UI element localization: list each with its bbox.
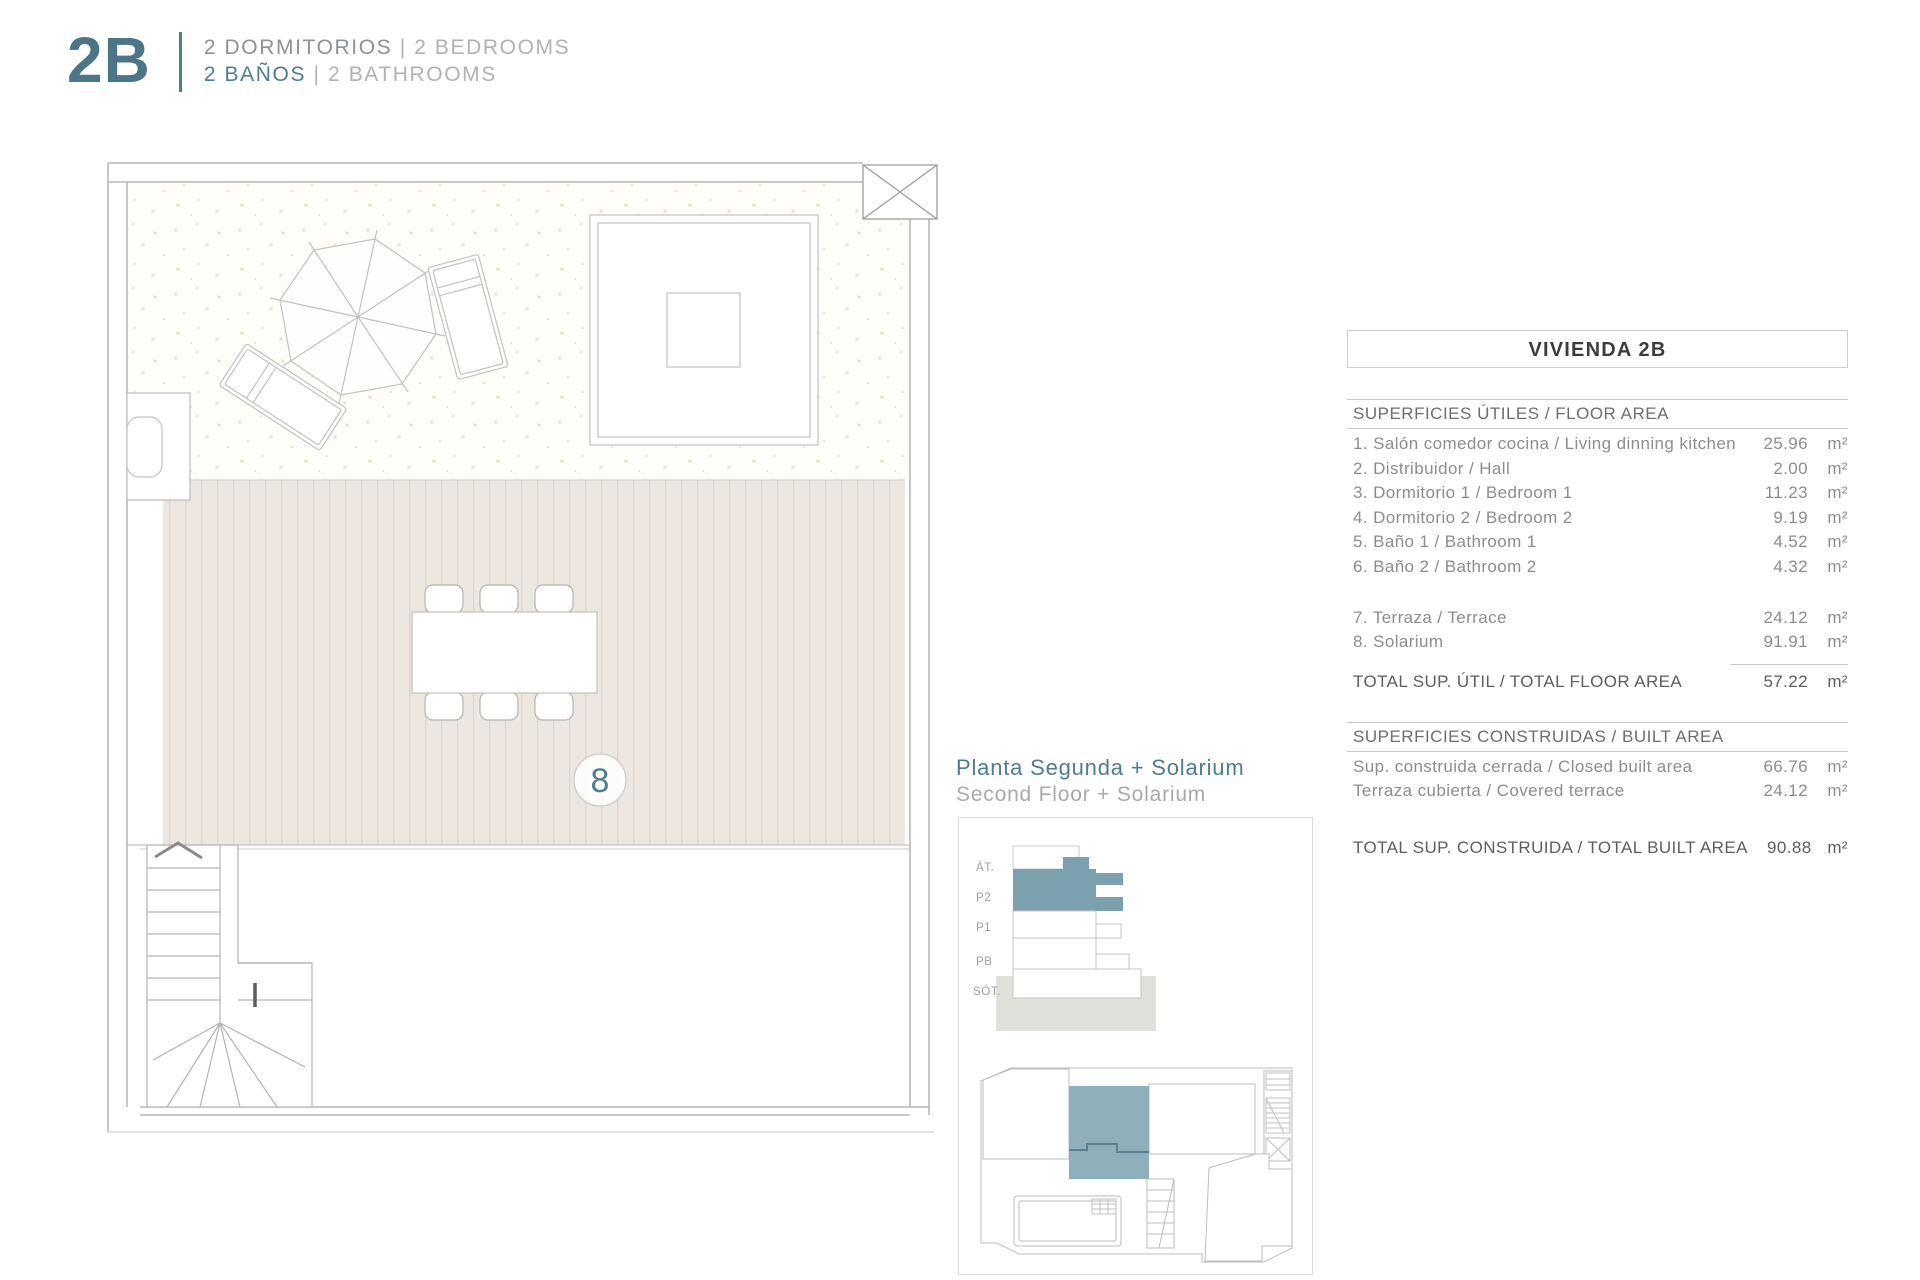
table-row (1347, 457, 1848, 482)
table-row (1347, 606, 1848, 631)
row-value: 11.23 (1764, 483, 1808, 503)
built-area-header: SUPERFICIES CONSTRUIDAS / BUILT AREA (1347, 722, 1848, 752)
floor-area-total (1347, 669, 1848, 694)
total-value: 57.22 (1763, 671, 1808, 691)
dining-set-symbol (412, 585, 597, 720)
room-number-badge (574, 754, 626, 806)
bathrooms-es: 2 BAÑOS (203, 63, 307, 86)
floor-label-p2: P2 (976, 892, 992, 904)
chair-symbol (425, 692, 463, 720)
unit-header (67, 24, 571, 96)
floor-plan (105, 155, 940, 1135)
total-label: TOTAL SUP. CONSTRUIDA / TOTAL BUILT AREA (1353, 837, 1748, 857)
unit-code: 2B (67, 24, 151, 96)
dining-table-symbol (412, 612, 597, 693)
table-row (1347, 530, 1848, 555)
stairs-symbol (147, 843, 312, 1107)
total-unit: m² (1827, 671, 1848, 691)
total-unit: m² (1827, 837, 1848, 857)
floor-label-sotano: SÓT. (973, 986, 1001, 998)
highlighted-unit (1069, 1086, 1149, 1179)
row-label: 2. Distribuidor / Hall (1353, 458, 1511, 478)
built-area-total (1347, 835, 1848, 860)
row-label: 5. Baño 1 / Bathroom 1 (1353, 532, 1537, 552)
inset-drawings (959, 818, 1312, 1274)
planter-alcove (127, 393, 190, 500)
row-value: 24.12 (1763, 781, 1808, 801)
building-section-diagram (996, 846, 1156, 1031)
row-unit: m² (1827, 632, 1848, 652)
row-unit: m² (1827, 756, 1848, 776)
table-row (1347, 755, 1848, 780)
pool-symbol (1014, 1196, 1121, 1246)
chair-symbol (535, 692, 573, 720)
site-key-plan (981, 1068, 1292, 1262)
room-number: 8 (590, 762, 610, 800)
separator: | (399, 36, 407, 59)
chair-symbol (535, 585, 573, 613)
elevator-shaft-symbol (863, 165, 937, 219)
row-label: 6. Baño 2 / Bathroom 2 (1353, 556, 1537, 576)
inset-title-en: Second Floor + Solarium (956, 783, 1207, 806)
row-value: 4.52 (1773, 532, 1808, 552)
table-row (1347, 432, 1848, 457)
floor-area-rows (1347, 429, 1848, 655)
row-label: Sup. construida cerrada / Closed built area (1353, 756, 1693, 776)
table-row (1347, 481, 1848, 506)
area-table (1347, 330, 1848, 860)
inset-title-es: Planta Segunda + Solarium (956, 755, 1245, 780)
chair-symbol (425, 585, 463, 613)
row-value: 4.32 (1773, 556, 1808, 576)
chair-symbol (480, 692, 518, 720)
floor-label-pb: PB (976, 956, 993, 968)
row-value: 66.76 (1763, 756, 1808, 776)
bathrooms-en: 2 BATHROOMS (327, 63, 497, 86)
row-label: 4. Dormitorio 2 / Bedroom 2 (1353, 507, 1573, 527)
bedrooms-en: 2 BEDROOMS (414, 36, 571, 59)
row-value: 9.19 (1773, 507, 1808, 527)
floor-plan-drawing (105, 155, 940, 1135)
row-label: 1. Salón comedor cocina / Living dinning kitchen (1353, 434, 1737, 453)
row-unit: m² (1827, 458, 1848, 478)
row-unit: m² (1827, 507, 1848, 527)
row-unit: m² (1827, 483, 1848, 503)
unit-specs (204, 28, 570, 88)
row-value: 2.00 (1773, 458, 1808, 478)
row-value: 91.91 (1763, 632, 1808, 652)
table-title: VIVIENDA 2B (1347, 330, 1848, 368)
built-area-rows (1347, 752, 1848, 804)
table-row (1347, 506, 1848, 531)
pergola-skylight (590, 215, 818, 445)
row-unit: m² (1827, 556, 1848, 576)
row-label: 7. Terraza / Terrace (1353, 607, 1507, 627)
bathrooms-line (204, 61, 570, 88)
bedrooms-es: 2 DORMITORIOS (203, 36, 393, 59)
table-row (1347, 630, 1848, 655)
chair-symbol (480, 585, 518, 613)
total-overline (1730, 664, 1848, 665)
floor-label-atico: ÁT. (976, 862, 995, 874)
table-row (1347, 779, 1848, 804)
header-divider (179, 32, 182, 92)
elevator-symbol (1266, 1138, 1290, 1161)
separator: | (313, 63, 321, 86)
table-row (1347, 555, 1848, 580)
row-value: 24.12 (1763, 607, 1808, 627)
row-unit: m² (1827, 607, 1848, 627)
total-label: TOTAL SUP. ÚTIL / TOTAL FLOOR AREA (1353, 671, 1683, 691)
row-value: 25.96 (1763, 434, 1808, 453)
location-inset-panel (958, 817, 1313, 1275)
row-label: Terraza cubierta / Covered terrace (1353, 781, 1625, 801)
row-label: 8. Solarium (1353, 632, 1444, 652)
floor-label-p1: P1 (976, 922, 992, 934)
row-unit: m² (1827, 781, 1848, 801)
row-unit: m² (1827, 434, 1848, 453)
floor-area-header: SUPERFICIES ÚTILES / FLOOR AREA (1347, 399, 1848, 429)
bedrooms-line (204, 34, 570, 61)
row-unit: m² (1827, 532, 1848, 552)
total-value: 90.88 (1767, 837, 1812, 857)
row-label: 3. Dormitorio 1 / Bedroom 1 (1353, 483, 1573, 503)
